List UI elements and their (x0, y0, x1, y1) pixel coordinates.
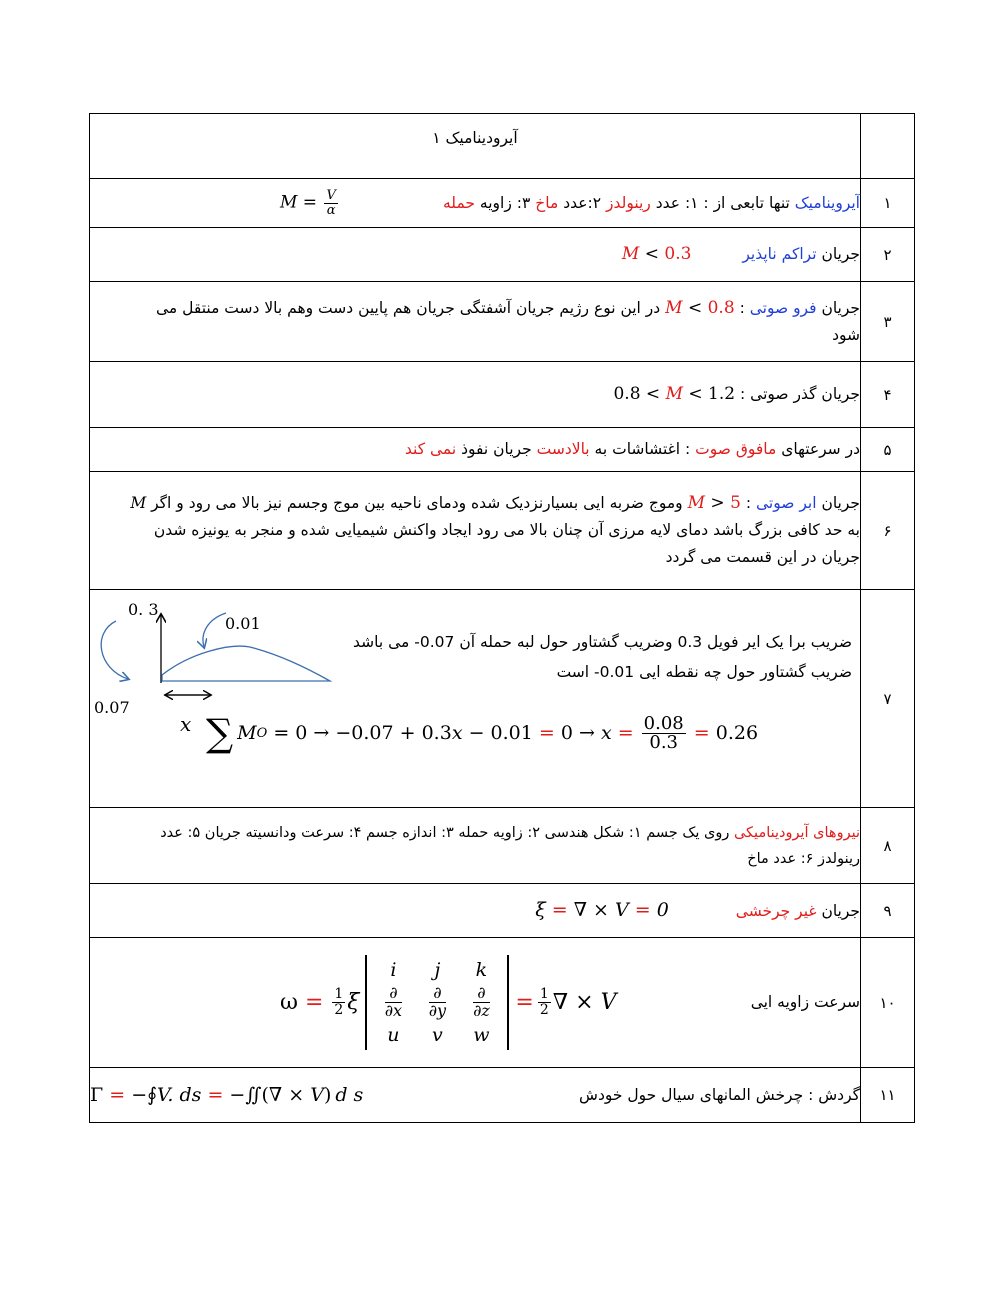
row-8-number: ۸ (861, 808, 915, 884)
row-7-equation: ∑ M O = 0 → −0.07 + 0.3 x − 0.01 = 0 → x = $\frac{0.08}{0.3}$ = 0.26 (206, 711, 759, 756)
row-5-number: ۵ (861, 428, 915, 472)
row-3-content: جریان فرو صوتی : M < 0.8 در این نوع رژیم جریان آشفتگی جریان هم پایین دست وهم بالا دست منتقل می شود (90, 282, 861, 362)
row-9-formula: ξ = ∇ × V = 0 (535, 898, 669, 921)
row-11-content: گردش : چرخش المانهای سیال حول خودش Γ = −∮V. ds = −∬(∇ × V) d s (90, 1068, 861, 1123)
label-moment-point: 0.01 (225, 613, 261, 633)
row-11-number: ۱۱ (861, 1068, 915, 1123)
label-moment-le: 0.07 (94, 697, 130, 717)
row-9-number: ۹ (861, 884, 915, 938)
row-8-content: نیروهای آیرودینامیکی روی یک جسم ۱: شکل هندسی ۲: زاویه حمله ۳: اندازه جسم ۴: سرعت ودانسیته جریان ۵: عدد رینولدز ۶: عدد ماخ (90, 808, 861, 884)
table-row (90, 590, 915, 808)
table-header-row (90, 114, 915, 179)
row-7-text: ضریب برا یک ایر فویل 0.3 وضریب گشتاور حول لبه حمله آن 0.07- می باشد ضریب گشتاور حول چه نقطه ایی 0.01- است (353, 632, 852, 681)
page-title: آیرودینامیک ۱ (432, 128, 518, 147)
row-2-formula: M < 0.3 (621, 244, 692, 264)
header-num-cell (861, 114, 915, 179)
curl-determinant: i j k ∂ ∂x ∂ ∂y ∂ ∂z u v w (365, 955, 509, 1050)
row-6-number: ۶ (861, 472, 915, 590)
row-10-number: ۱۰ (861, 938, 915, 1068)
table-row (90, 282, 915, 362)
row-7-content (90, 590, 861, 808)
row-2-content: جریان تراکم ناپذیر M < 0.3 (90, 228, 861, 282)
row-1-formula: M = $\frac{V}{\alpha}$ (280, 187, 336, 218)
table-row (90, 808, 915, 884)
table-row (90, 884, 915, 938)
row-1-text: آیروینامیک تنها تابعی از : ۱: عدد رینولدز ۲:عدد ماخ ۳: زاویه حمله (443, 193, 860, 212)
table-row (90, 428, 915, 472)
title-cell (90, 114, 861, 179)
moment-arrow-right (203, 613, 226, 647)
row-2-number: ۲ (861, 228, 915, 282)
row-10-content: سرعت زاویه ایی ω = $\frac{1}{2}$ ξ i j k ∂ ∂x ∂ ∂y ∂ ∂z u v w = $\frac{1}{2}$ ∇ × V (90, 938, 861, 1068)
row-3-formula: M < 0.8 (665, 297, 735, 318)
row-5-content: در سرعتهای مافوق صوت : اغتشاشات به بالادست جریان نفوذ نمی کند (90, 428, 861, 472)
label-lift: 0. 3 (128, 602, 159, 619)
table-row (90, 179, 915, 228)
row-4-content: جریان گذر صوتی : 0.8 < M < 1.2 (90, 362, 861, 428)
row-4-formula: 0.8 < M < 1.2 (613, 384, 736, 404)
label-x: x (180, 711, 192, 736)
row-11-formula: Γ = −∮V. ds = −∬(∇ × V) d s (90, 1083, 364, 1106)
equals-sign: = (515, 990, 534, 1015)
row-3-number: ۳ (861, 282, 915, 362)
row-7-number: ۷ (861, 590, 915, 808)
table-row (90, 228, 915, 282)
airfoil-shape (162, 646, 330, 681)
row-10-formula: ω = $\frac{1}{2}$ ξ i j k ∂ ∂x ∂ ∂y ∂ ∂z u v w = $\frac{1}{2}$ ∇ × V (280, 955, 616, 1050)
table-row (90, 1068, 915, 1123)
row-6-content: جریان ابر صوتی : M > 5 وموج ضربه ایی بسیارنزدیک شده ودمای ناحیه بین موج وجسم نیز بالا می رود و اگر M به حد کافی بزرگ باشد دمای لایه مرزی آن چنان بالا می رود ایجاد واکنش شیمیایی شده و منجر به یونیزه شدن جریان در این قسمت می گردد (90, 472, 861, 590)
notes-table (89, 113, 915, 1123)
row-6-formula: M > 5 (687, 493, 741, 513)
moment-arrow-left (101, 621, 128, 679)
row-9-content: جریان غیر چرخشی ξ = ∇ × V = 0 (90, 884, 861, 938)
table-row (90, 938, 915, 1068)
row-1-content (90, 179, 861, 228)
row-4-number: ۴ (861, 362, 915, 428)
row-1-number: ۱ (861, 179, 915, 228)
table-row (90, 472, 915, 590)
table-row (90, 362, 915, 428)
